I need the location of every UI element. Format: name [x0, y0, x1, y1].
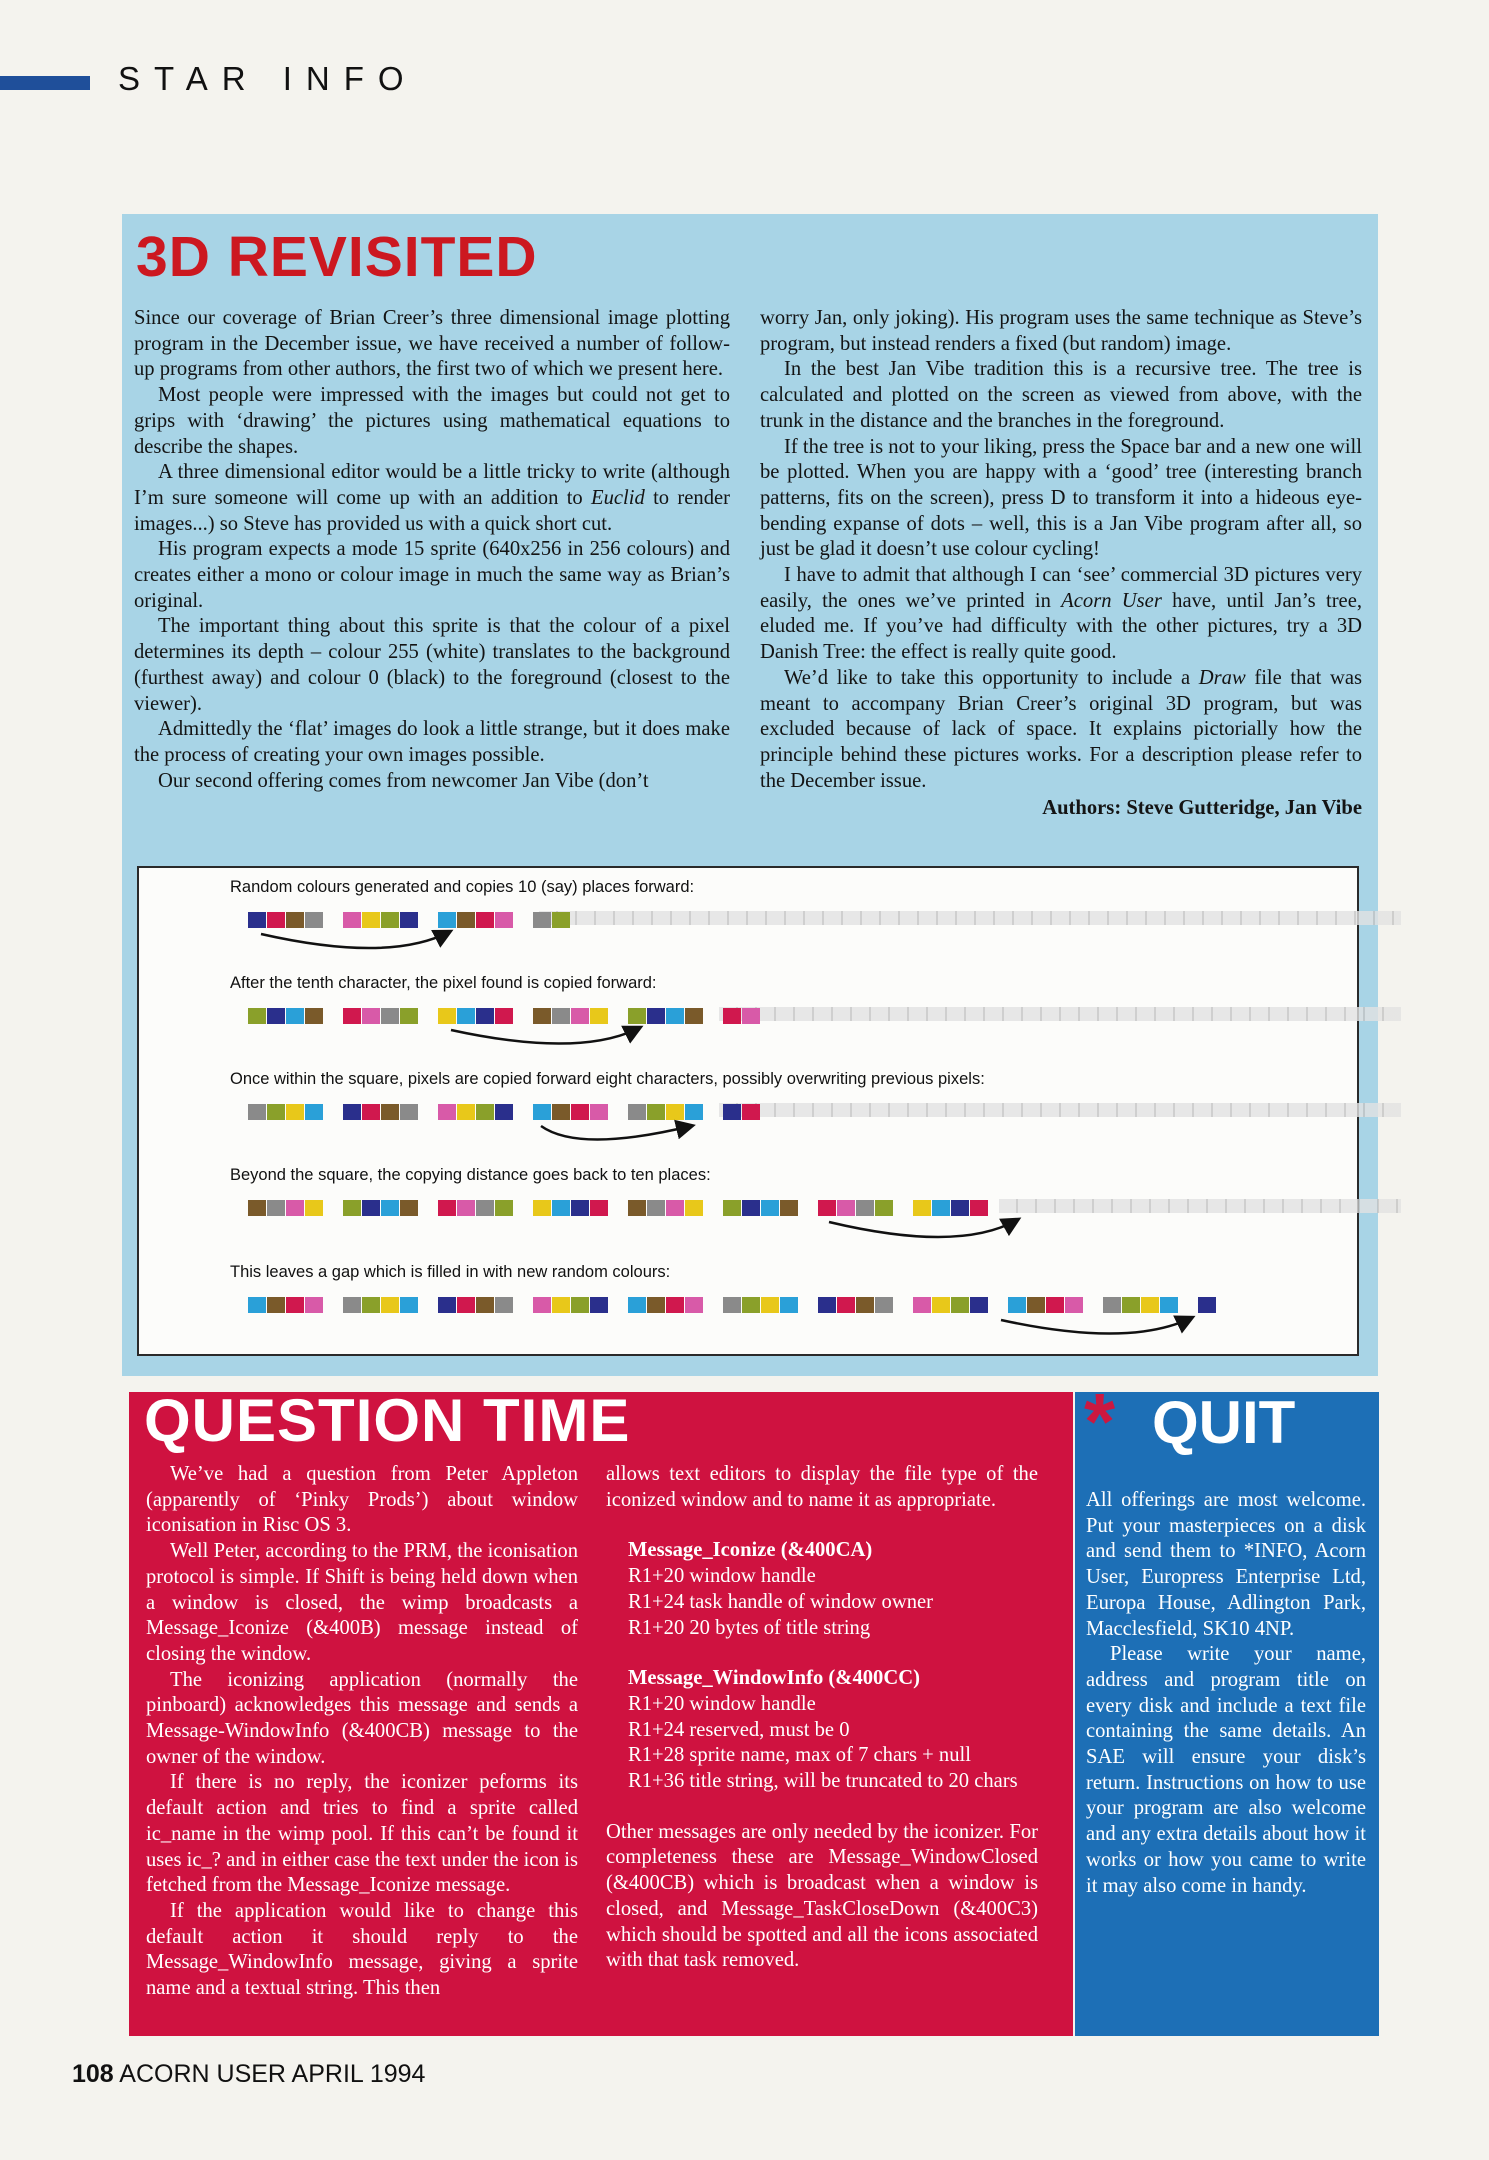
copy-arrow	[829, 1220, 1017, 1237]
article-3d-column-1	[134, 306, 730, 794]
text-run: I have to admit that although I can ‘see’ commercial 3D pictures very easily, the ones we’ve printed in	[760, 564, 1362, 612]
paragraph: The iconizing application (normally the pinboard) acknowledges this message and sends a Message-WindowInfo (&400CB) message to the owner of the window.	[146, 1668, 578, 1768]
paragraph	[760, 666, 1362, 795]
copy-arrow	[261, 932, 449, 948]
copy-arrow	[1001, 1318, 1191, 1334]
message-heading: Message_WindowInfo (&400CC)	[628, 1667, 920, 1690]
message-field: R1+20 window handle	[628, 1692, 816, 1715]
text-run: have, until Jan’s tree, eluded me. If you’ve had difficulty with the other pictures, try a 3D Danish Tree: the effect is really quite good.	[760, 589, 1362, 664]
diagram-caption: Random colours generated and copies 10 (say) places forward:	[230, 878, 695, 896]
paragraph: allows text editors to display the file type of the iconized window and to name it as appropriate.	[606, 1463, 1038, 1511]
paragraph: Please write your name, address and program title on every disk and include a text file containing the same details. An SAE will ensure your disk’s return. Instructions on how to use your program are also welcome and any extra details about how it works or how you came to write it may also come in handy.	[1086, 1643, 1366, 1897]
paragraph: His program expects a mode 15 sprite (640x256 in 256 colours) and creates either a mono or colour image in much the same way as Brian’s original.	[134, 538, 730, 612]
message-field: R1+24 task handle of window owner	[628, 1590, 934, 1613]
paragraph: All offerings are most welcome. Put your masterpieces on a disk and send them to *INFO, Acorn User, Europress Enterprise Ltd, Europa House, Adlington Park, Macclesfield, SK10 4NP.	[1086, 1489, 1366, 1640]
paragraph: worry Jan, only joking). His program uses the same technique as Steve’s program, but instead renders a fixed (but random) image.	[760, 307, 1362, 355]
header-rule	[0, 76, 90, 90]
message-field: R1+28 sprite name, max of 7 chars + null	[628, 1744, 971, 1767]
copy-arrows	[139, 868, 1357, 1354]
article-3d-title: 3D REVISITED	[136, 225, 538, 289]
paragraph: If the tree is not to your liking, press the Space bar and a new one will be plotted. When you are happy with a ‘good’ tree (interesting branch patterns, fits on the screen), press D to transform it into a hideous eye-bending expanse of dots – well, this is a Jan Vibe program after all, so just be glad it doesn’t use colour cycling!	[760, 435, 1362, 561]
paragraph: Our second offering comes from newcomer Jan Vibe (don’t	[158, 769, 649, 792]
quit-text	[1086, 1488, 1366, 1899]
paragraph	[134, 460, 730, 537]
diagram-caption: After the tenth character, the pixel found is copied forward:	[230, 974, 657, 992]
copy-arrow	[451, 1028, 639, 1044]
italic-title: Euclid	[591, 486, 645, 509]
text-run: We’d like to take this opportunity to include a	[784, 666, 1191, 689]
paragraph: Since our coverage of Brian Creer’s three dimensional image plotting program in the December issue, we have received a number of follow-up programs from other authors, the first two of which we present here.	[134, 307, 730, 381]
page-footer	[72, 2060, 425, 2089]
page-number: 108	[72, 2060, 114, 2088]
diagram-caption: Beyond the square, the copying distance goes back to ten places:	[230, 1166, 711, 1184]
magazine-issue: ACORN USER APRIL 1994	[119, 2060, 426, 2088]
article-authors: Authors: Steve Gutteridge, Jan Vibe	[1042, 797, 1362, 820]
paragraph: The important thing about this sprite is that the colour of a pixel determines its depth – colour 255 (white) translates to the background (furthest away) and colour 0 (black) to the foreground (closest to the viewer).	[134, 615, 730, 715]
message-field: R1+20 window handle	[628, 1565, 816, 1588]
pixel-copy-diagram	[137, 866, 1359, 1356]
section-header: STAR INFO	[118, 60, 418, 97]
asterisk-icon: *	[1084, 1377, 1116, 1466]
message-field: R1+36 title string, will be truncated to 20 chars	[628, 1770, 1018, 1793]
message-heading: Message_Iconize (&400CA)	[628, 1539, 873, 1562]
text-run: A three dimensional editor would be a little tricky to write (although I’m sure someone will come up with an addition to	[134, 461, 730, 509]
paragraph: Well Peter, according to the PRM, the iconisation protocol is simple. If Shift is being held down when a window is closed, the wimp broadcasts a Message_Iconize (&400B) message instead of closing the window.	[146, 1540, 578, 1665]
diagram-caption: Once within the square, pixels are copied forward eight characters, possibly overwriting previous pixels:	[230, 1070, 985, 1088]
question-column-2	[606, 1462, 1038, 1974]
quit-title: QUIT	[1152, 1389, 1296, 1456]
text-run: to render images...) so Steve has provided us with a quick short cut.	[134, 486, 730, 535]
paragraph: If there is no reply, the iconizer peforms its default action and tries to find a sprite called ic_name in the wimp pool. If this can’t be found it uses ic_? and in either case the text under the icon is fetched from the Message_Iconize message.	[146, 1771, 578, 1897]
message-field: R1+24 reserved, must be 0	[628, 1718, 850, 1741]
paragraph: Admittedly the ‘flat’ images do look a little strange, but it does make the process of creating your own images possible.	[134, 718, 730, 766]
paragraph: In the best Jan Vibe tradition this is a recursive tree. The tree is calculated and plotted on the screen as viewed from above, with the trunk in the distance and the branches in the foreground.	[760, 358, 1362, 432]
paragraph: Other messages are only needed by the iconizer. For completeness these are Message_WindowClosed (&400CB) which is broadcast when a window is closed, and Message_TaskCloseDown (&400C3) which should be spotted and all the icons associated with that task removed.	[606, 1820, 1038, 1972]
question-time-title: QUESTION TIME	[144, 1387, 631, 1454]
text-run: file that was meant to accompany Brian Creer’s original 3D program, but was excluded because of lack of space. It explains pictorially how the principle behind these pictures works. For a description please refer to the December issue.	[760, 666, 1362, 792]
diagram-caption: This leaves a gap which is filled in with new random colours:	[230, 1263, 671, 1281]
paragraph: If the application would like to change this default action it should reply to the Message_WindowInfo message, giving a sprite name and a textual string. This then	[146, 1899, 578, 2000]
paragraph: We’ve had a question from Peter Appleton (apparently of ‘Pinky Prods’) about window iconisation in Risc OS 3.	[146, 1463, 578, 1537]
paragraph	[760, 563, 1362, 666]
message-field: R1+20 20 bytes of title string	[628, 1616, 871, 1639]
italic-title: Draw	[1198, 666, 1246, 689]
italic-title: Acorn User	[1061, 589, 1162, 612]
copy-arrow	[541, 1126, 691, 1140]
paragraph: Most people were impressed with the images but could not get to grips with ‘drawing’ the pictures using mathematical equations to describe the shapes.	[134, 384, 730, 458]
question-column-1	[146, 1462, 578, 2002]
article-3d-column-2	[760, 306, 1362, 822]
